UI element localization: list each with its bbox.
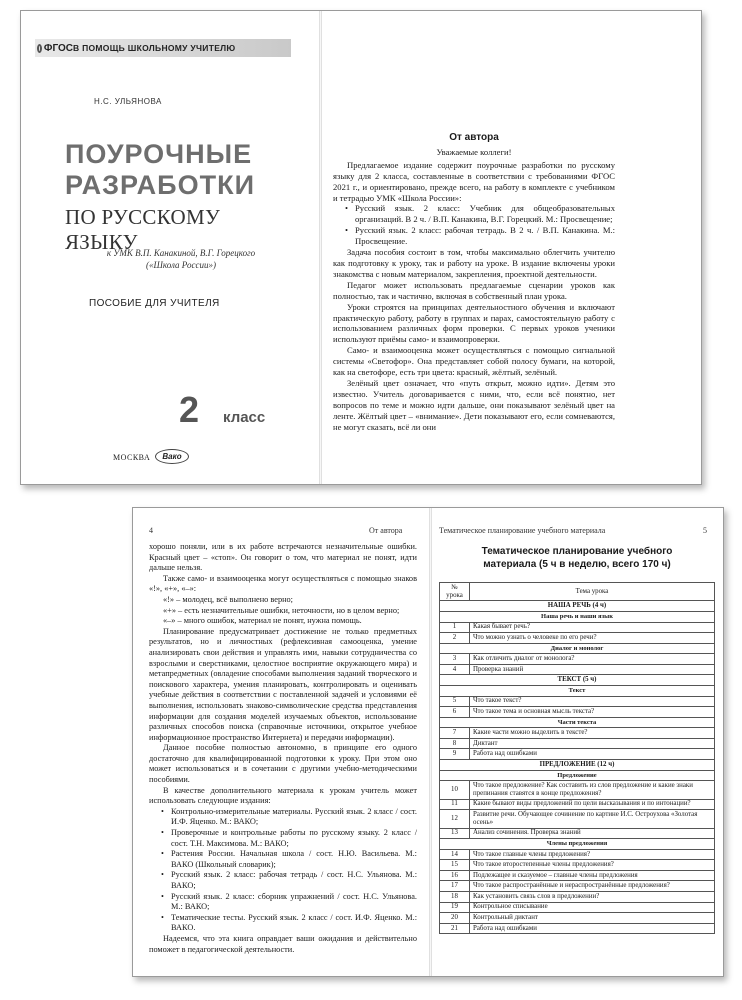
lesson-topic: Как отличить диалог от монолога? bbox=[470, 654, 715, 665]
lesson-plan-table bbox=[439, 582, 715, 934]
lesson-number: 17 bbox=[440, 881, 470, 892]
lesson-topic: Анализ сочинения. Проверка знаний bbox=[470, 828, 715, 839]
lesson-number: 20 bbox=[440, 913, 470, 924]
resources-list bbox=[149, 807, 417, 934]
lesson-number: 14 bbox=[440, 849, 470, 860]
spine-shadow bbox=[429, 508, 432, 976]
subsection-row bbox=[440, 686, 715, 697]
table-row bbox=[440, 860, 715, 871]
section-title: НАША РЕЧЬ (4 ч) bbox=[440, 601, 715, 612]
table-row bbox=[440, 892, 715, 903]
lesson-number: 19 bbox=[440, 902, 470, 913]
table-row bbox=[440, 707, 715, 718]
lesson-number: 12 bbox=[440, 810, 470, 828]
paragraph: Планирование предусматривает достижение не только предметных результатов, но и личностных (рефлексивная самооценка, умение анализировать свои действия и управлять ими, навыки сотрудничества со взрослыми и сверстниками, целостное восприятие окружающего мира) и метапредметных (овладение способами выполнения заданий творческого и поискового характера, умения планировать, контролировать и оценивать учебные действия в соответствии с поставленной задачей и условиями её выполнения, использовать знаково-символические средства представления информации для создания моделей изучаемых объектов, использование различных способов поиска (справочные источники, открытое учебное информационное пространство Интернета) и передачи информации). bbox=[149, 626, 417, 742]
lesson-topic: Что можно узнать о человеке по его речи? bbox=[470, 633, 715, 644]
lesson-topic: Работа над ошибками bbox=[470, 923, 715, 934]
page-number-left: 4 bbox=[149, 526, 153, 535]
lesson-number: 2 bbox=[440, 633, 470, 644]
lesson-number: 15 bbox=[440, 860, 470, 871]
lesson-topic: Диктант bbox=[470, 738, 715, 749]
lesson-topic: Контрольное списывание bbox=[470, 902, 715, 913]
list-item: • Русский язык. 2 класс: рабочая тетрадь / сост. Н.С. Ульянова. М.: ВАКО; bbox=[161, 870, 417, 891]
table-row bbox=[440, 913, 715, 924]
cover-title-line2: РАЗРАБОТКИ bbox=[65, 170, 255, 200]
table-row bbox=[440, 654, 715, 665]
column-header-number: № урока bbox=[440, 583, 470, 601]
table-row bbox=[440, 828, 715, 839]
lesson-topic: Что такое текст? bbox=[470, 696, 715, 707]
lesson-topic: Что такое главные члены предложения? bbox=[470, 849, 715, 860]
lesson-number: 11 bbox=[440, 799, 470, 810]
cover-title bbox=[65, 139, 275, 201]
lesson-number: 13 bbox=[440, 828, 470, 839]
lesson-number: 3 bbox=[440, 654, 470, 665]
lesson-topic: Подлежащее и сказуемое – главные члены предложения bbox=[470, 870, 715, 881]
page-number-right: 5 bbox=[703, 526, 707, 535]
lesson-topic: Контрольный диктант bbox=[470, 913, 715, 924]
list-item: • Русский язык. 2 класс: рабочая тетрадь. В 2 ч. / В.П. Канакина. М.: Просвещение. bbox=[345, 225, 615, 247]
table-row bbox=[440, 923, 715, 934]
author-foreword bbox=[333, 133, 615, 432]
plan-title: Тематическое планирование учебного материала (5 ч в неделю, всего 170 ч) bbox=[481, 546, 673, 570]
cover-guide-label: ПОСОБИЕ ДЛЯ УЧИТЕЛЯ bbox=[89, 298, 220, 309]
sign-item: «–» – много ошибок, материал не понят, нужна помощь. bbox=[163, 616, 362, 626]
running-head-left: От автора bbox=[369, 526, 403, 535]
paragraph: Зелёный цвет означает, что «путь открыт, можно идти». Детям это известно. Учитель договаривается с ними, что, если всё понятно, нет вопросов по теме и можно идти дальше, они показывают зелёный цвет на ленте. Жёлтый цвет – «внимание». Дети показывают его, если сомневаются, не могут сказать, всё ли они bbox=[333, 377, 615, 432]
subsection-title: Наша речь и наши язык bbox=[440, 611, 715, 622]
table-row bbox=[440, 696, 715, 707]
cover-city: МОСКВА bbox=[113, 453, 151, 462]
section-title: ПРЕДЛОЖЕНИЕ (12 ч) bbox=[440, 760, 715, 771]
cover-subject: ПО РУССКОМУ ЯЗЫКУ bbox=[65, 205, 221, 254]
list-item: • Проверочные и контрольные работы по русскому языку. 2 класс / сост. Т.Н. Максимова. М.: ВАКО; bbox=[161, 828, 417, 849]
table-row bbox=[440, 738, 715, 749]
subsection-title: Предложение bbox=[440, 770, 715, 781]
paragraph: Предлагаемое издание содержит поурочные разработки по русскому языку для 2 класса, составленные в соответствии с требованиями ФГОС 2021 г., и ориентировано, прежде всего, на работу в комплекте с учебником и тетрадью УМК «Школа России»: bbox=[333, 159, 615, 203]
cover-umk: к УМК В.П. Канакиной, В.Г. Горецкого («Школа России») bbox=[106, 248, 256, 270]
lesson-topic: Что такое второстепенные члены предложения? bbox=[470, 860, 715, 871]
series-band bbox=[35, 39, 291, 57]
subsection-row bbox=[440, 643, 715, 654]
paragraph: Также само- и взаимооценка могут осуществляться с помощью знаков «!», «+», «–»: bbox=[149, 573, 417, 594]
bottom-book-spread bbox=[132, 507, 724, 977]
list-item: • Растения России. Начальная школа / сост. Н.Ю. Васильева. М.: ВАКО (Школьный словарик); bbox=[161, 849, 417, 870]
publisher-logo: Вако bbox=[155, 449, 189, 464]
subsection-title: Диалог и монолог bbox=[440, 643, 715, 654]
fgos-emblem-icon bbox=[37, 44, 42, 53]
series-caption: В ПОМОЩЬ ШКОЛЬНОМУ УЧИТЕЛЮ bbox=[73, 43, 236, 53]
cover-title-line1: ПОУРОЧНЫЕ bbox=[65, 139, 253, 169]
lesson-topic: Как установить связь слов в предложении? bbox=[470, 892, 715, 903]
spine-shadow bbox=[319, 11, 322, 484]
table-row bbox=[440, 902, 715, 913]
table-row bbox=[440, 849, 715, 860]
running-head-right: Тематическое планирование учебного материала bbox=[439, 526, 606, 535]
paragraph: Задача пособия состоит в том, чтобы максимально облегчить учителю как подготовку к уроку, так и работу на уроке. В издание включены уроки знакомства с новым материалом, закрепления, проектной деятельности. bbox=[333, 247, 615, 279]
paragraph: Надеемся, что эта книга оправдает ваши ожидания и действительно поможет в педагогической деятельности. bbox=[149, 933, 417, 954]
lesson-topic: Какая бывает речь? bbox=[470, 622, 715, 633]
subsection-title: Текст bbox=[440, 686, 715, 697]
fgos-logo: ФГОС bbox=[35, 39, 73, 57]
subsection-row bbox=[440, 770, 715, 781]
lesson-number: 5 bbox=[440, 696, 470, 707]
table-header bbox=[440, 583, 715, 601]
subsection-row bbox=[440, 839, 715, 850]
table-row bbox=[440, 664, 715, 675]
lesson-number: 16 bbox=[440, 870, 470, 881]
lesson-topic: Что такое распространённые и нераспространённые предложения? bbox=[470, 881, 715, 892]
lesson-number: 18 bbox=[440, 892, 470, 903]
section-row bbox=[440, 760, 715, 771]
left-page-text bbox=[149, 542, 417, 955]
table-row bbox=[440, 749, 715, 760]
paragraph: Само- и взаимооценка может осуществляться с помощью сигнальной системы «Светофор». Она представляет собой полосу бумаги, на которой, как на светофоре, есть три цвета: красный, жёлтый, зелёный. bbox=[333, 345, 615, 378]
lesson-number: 8 bbox=[440, 738, 470, 749]
sign-item: «!» – молодец, всё выполнено верно; bbox=[163, 594, 293, 604]
lesson-topic: Проверка знаний bbox=[470, 664, 715, 675]
table-row bbox=[440, 870, 715, 881]
sign-item: «+» – есть незначительные ошибки, неточности, но в целом верно; bbox=[163, 605, 400, 615]
paragraph: Уроки строятся на принципах деятельностного обучения и включают практическую работу, работу в группах и парах, самостоятельную работу с использованием различных форм проверки. С первых уроков ученики используют приёмы само- и взаимопроверки. bbox=[333, 301, 615, 345]
section-title: ТЕКСТ (5 ч) bbox=[440, 675, 715, 686]
lesson-topic: Что такое тема и основная мысль текста? bbox=[470, 707, 715, 718]
lesson-topic: Что такое предложение? Как составить из слов предложение и какие знаки препинания ставятся в конце предложения? bbox=[470, 781, 715, 799]
subsection-row bbox=[440, 611, 715, 622]
lesson-number: 9 bbox=[440, 749, 470, 760]
subsection-row bbox=[440, 717, 715, 728]
foreword-greeting: Уважаемые коллеги! bbox=[436, 146, 512, 157]
column-header-topic: Тема урока bbox=[470, 583, 715, 601]
table-row bbox=[440, 799, 715, 810]
cover-grade-number: 2 bbox=[179, 389, 200, 430]
table-row bbox=[440, 881, 715, 892]
cover-author: Н.С. УЛЬЯНОВА bbox=[94, 97, 162, 106]
foreword-heading: От автора bbox=[449, 132, 499, 143]
textbook-list bbox=[333, 203, 615, 247]
table-row bbox=[440, 728, 715, 739]
lesson-topic: Работа над ошибками bbox=[470, 749, 715, 760]
lesson-number: 7 bbox=[440, 728, 470, 739]
table-body bbox=[440, 601, 715, 934]
paragraph: В качестве дополнительного материала к урокам учитель может использовать следующие издания: bbox=[149, 785, 417, 806]
list-item: • Русский язык. 2 класс: Учебник для общеобразовательных организаций. В 2 ч. / В.П. Канакина, В.Г. Горецкий. М.: Просвещение; bbox=[345, 203, 615, 225]
lesson-number: 21 bbox=[440, 923, 470, 934]
cover-grade-word: класс bbox=[223, 409, 266, 426]
lesson-number: 6 bbox=[440, 707, 470, 718]
lesson-topic: Какие бывают виды предложений по цели высказывания и по интонации? bbox=[470, 799, 715, 810]
lesson-number: 1 bbox=[440, 622, 470, 633]
paragraph: хорошо поняли, или в их работе встречаются незначительные ошибки. Красный цвет – «стоп». Он говорит о том, что материал не понят, идти дальше нельзя. bbox=[149, 542, 417, 573]
lesson-topic: Какие части можно выделить в тексте? bbox=[470, 728, 715, 739]
section-row bbox=[440, 601, 715, 612]
paragraph: Педагог может использовать предлагаемые сценарии уроков как полностью, так и частично, включая в собственный план урока. bbox=[333, 279, 615, 301]
list-item: • Тематические тесты. Русский язык. 2 класс / сост. И.Ф. Яценко. М.: ВАКО. bbox=[161, 913, 417, 934]
lesson-number: 10 bbox=[440, 781, 470, 799]
top-book-spread bbox=[20, 10, 702, 485]
table-row bbox=[440, 781, 715, 799]
subsection-title: Члены предложения bbox=[440, 839, 715, 850]
list-item: • Контрольно-измерительные материалы. Русский язык. 2 класс / сост. И.Ф. Яценко. М.: ВАКО; bbox=[161, 807, 417, 828]
lesson-topic: Развитие речи. Обучающее сочинение по картине И.С. Остроухова «Золотая осень» bbox=[470, 810, 715, 828]
paragraph: Данное пособие полностью автономно, в принципе его одного достаточно для квалифицированной подготовки к уроку. При этом оно может использоваться и в сочетании с другими учебно-методическими пособиями. bbox=[149, 743, 417, 785]
section-row bbox=[440, 675, 715, 686]
table-row bbox=[440, 622, 715, 633]
lesson-number: 4 bbox=[440, 664, 470, 675]
table-row bbox=[440, 633, 715, 644]
subsection-title: Части текста bbox=[440, 717, 715, 728]
list-item: • Русский язык. 2 класс: сборник упражнений / сост. Н.С. Ульянова. М.: ВАКО; bbox=[161, 892, 417, 913]
table-row bbox=[440, 810, 715, 828]
